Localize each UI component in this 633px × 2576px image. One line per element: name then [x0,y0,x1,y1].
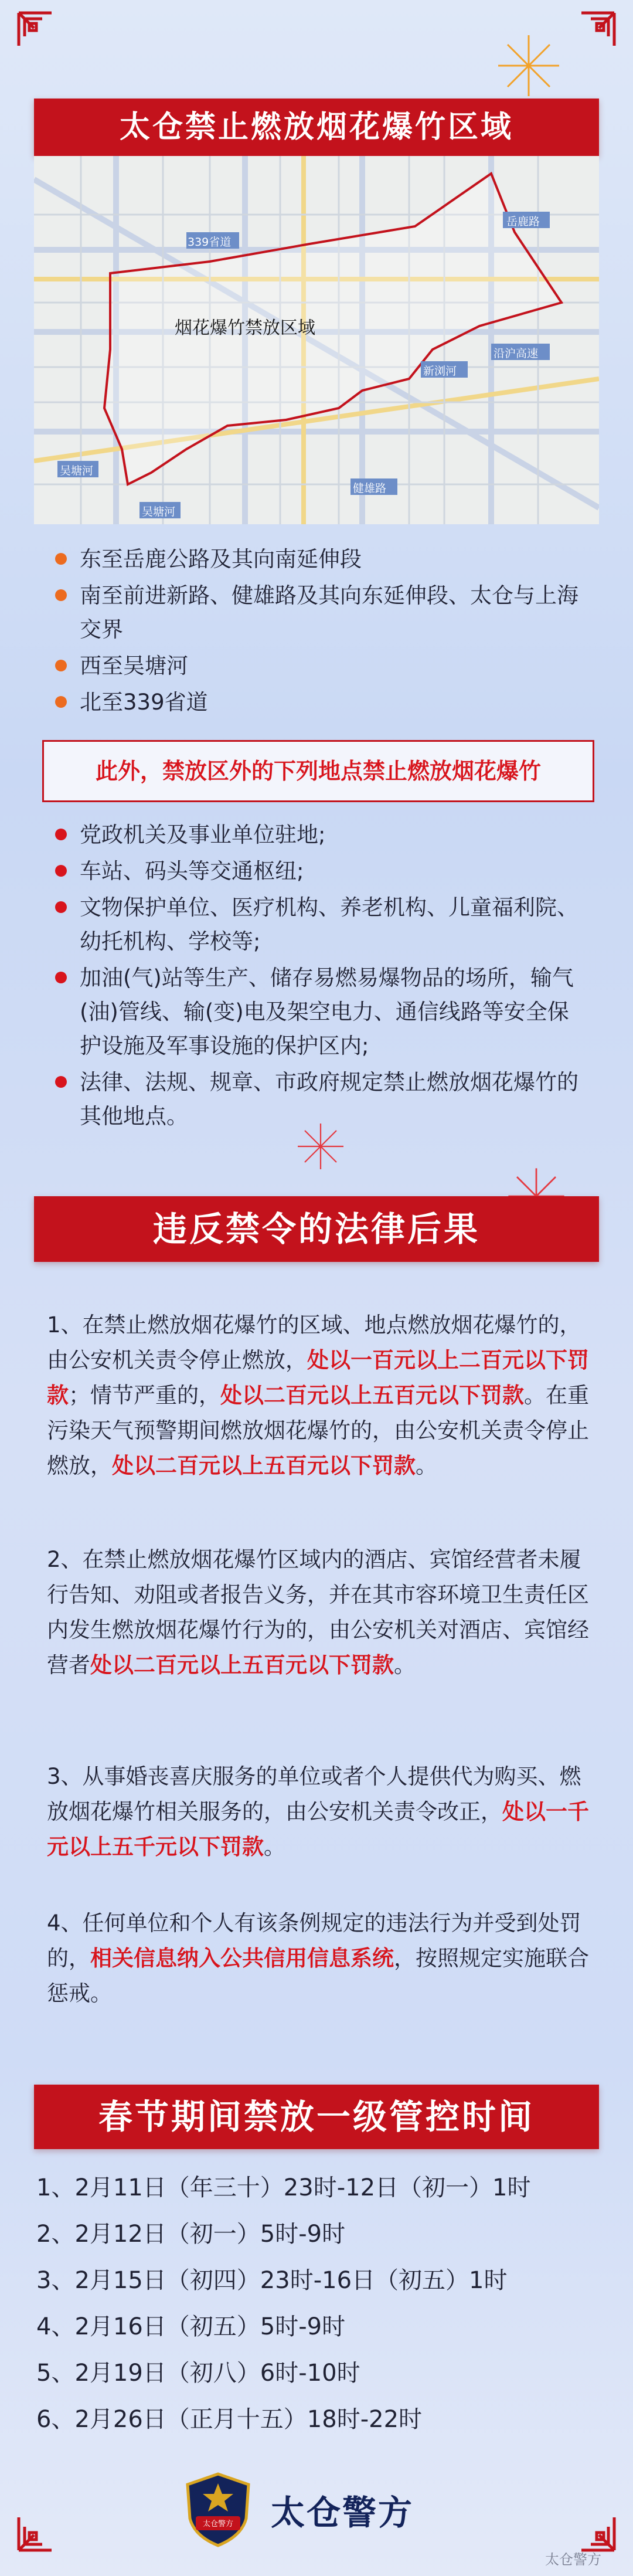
page-title: 太仓禁止燃放烟花爆竹区域 [34,99,599,156]
list-item: 文物保护单位、医疗机构、养老机构、儿童福利院、幼托机构、学校等; [54,891,581,959]
police-badge-icon [183,2472,253,2548]
schedule-list [36,2165,599,2443]
list-item: 1、2月11日（年三十）23时-12日（初一）1时 [36,2174,531,2201]
corner-ornament-icon [564,11,617,63]
road-label: 吴塘河 [142,505,176,518]
road-label: 新浏河 [423,365,457,378]
consequence-paragraph: 2、在禁止燃放烟花爆竹区域内的酒店、宾馆经营者未履行告知、劝阻或者报告义务，并在其市容环境卫生责任区内发生燃放烟花爆竹行为的，由公安机关对酒店、宾馆经营者处以二百元以上五百元以下罚款。 [47,1547,589,1678]
list-item: 6、2月26日（正月十五）18时-22时 [36,2406,423,2433]
zone-label: 烟花爆竹禁放区域 [175,318,315,338]
corner-ornament-icon [16,11,69,63]
list-item: 东至岳鹿公路及其向南延伸段 [54,542,581,576]
list-item: 南至前进新路、健雄路及其向东延伸段、太仓与上海交界 [54,579,581,647]
watermark: 太仓警方 [545,2551,601,2568]
list-item: 5、2月19日（初八）6时-10时 [36,2360,360,2387]
list-item: 西至吴塘河 [54,649,581,683]
road-label: 吴塘河 [60,464,94,477]
consequence-paragraph: 4、任何单位和个人有该条例规定的违法行为并受到处罚的，相关信息纳入公共信用信息系统，按照规定实施联合惩戒。 [47,1910,589,2006]
notice-box: 此外，禁放区外的下列地点禁止燃放烟花爆竹 [42,740,594,802]
zone-map [34,156,599,524]
corner-ornament-icon [564,2500,617,2553]
road-label: 岳鹿路 [506,215,540,228]
list-item: 2、2月12日（初一）5时-9时 [36,2221,346,2248]
consequence-paragraph: 3、从事婚丧喜庆服务的单位或者个人提供代为购买、燃放烟花爆竹相关服务的，由公安机关责令改正，处以一千元以上五千元以下罚款。 [47,1764,589,1859]
list-item: 4、2月16日（初五）5时-9时 [36,2313,346,2340]
section-title-consequences: 违反禁令的法律后果 [34,1196,599,1262]
list-item: 车站、码头等交通枢纽; [54,854,581,888]
boundary-list [54,542,581,722]
list-item: 党政机关及事业单位驻地; [54,818,581,852]
section-title-schedule: 春节期间禁放一级管控时间 [34,2085,599,2149]
extra-places-list [54,818,581,1136]
badge-text: 太仓警方 [202,2520,233,2529]
road-label: 健雄路 [353,482,387,495]
list-item: 3、2月15日（初四）23时-16日（初五）1时 [36,2267,508,2294]
firework-icon [494,30,564,101]
list-item: 北至339省道 [54,685,581,719]
road-label: 沿沪高速 [494,347,539,360]
road-label: 339省道 [188,236,232,249]
list-item: 加油(气)站等生产、储存易燃易爆物品的场所，输气(油)管线、输(变)电及架空电力、通信线路等安全保护设施及军事设施的保护区内; [54,961,581,1063]
list-item: 法律、法规、规章、市政府规定禁止燃放烟花爆竹的其他地点。 [54,1065,581,1133]
corner-ornament-icon [16,2500,69,2553]
footer-brand: 太仓警方 [271,2493,414,2533]
consequence-paragraph: 1、在禁止燃放烟花爆竹的区域、地点燃放烟花爆竹的，由公安机关责令停止燃放，处以一百元以上二百元以下罚款；情节严重的，处以二百元以上五百元以下罚款。在重污染天气预警期间燃放烟花爆竹的，由公安机关责令停止燃放，处以二百元以上五百元以下罚款。 [47,1312,589,1478]
